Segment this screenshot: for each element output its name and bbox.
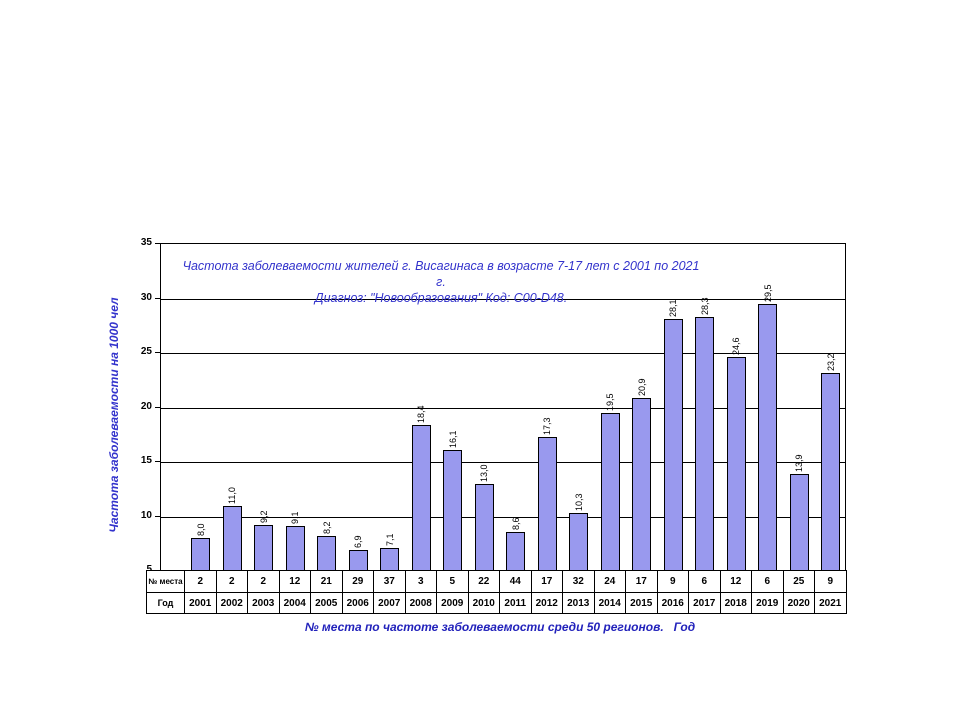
rank-cell-2012: 17 <box>531 571 563 592</box>
rank-cell-2015: 17 <box>625 571 657 592</box>
bar-2006 <box>349 550 368 571</box>
bar-value-label: 10,3 <box>573 493 584 512</box>
bar-value-label: 13,0 <box>479 464 490 482</box>
gridline <box>161 353 845 354</box>
rank-cell-2016: 9 <box>657 571 689 592</box>
year-cell-2007: 2007 <box>373 592 405 613</box>
rank-cell-2005: 21 <box>310 571 342 592</box>
bar-2011 <box>506 532 525 571</box>
bar-value-label: 7,1 <box>384 533 395 547</box>
bar-2014 <box>601 413 620 571</box>
rank-cell-2017: 6 <box>688 571 720 592</box>
y-tick-mark <box>155 243 160 244</box>
year-cell-2011: 2011 <box>499 592 531 613</box>
rank-cell-2014: 24 <box>594 571 626 592</box>
bar-value-label: 17,3 <box>542 417 553 435</box>
year-cell-2001: 2001 <box>184 592 216 613</box>
bar-2021 <box>821 373 840 571</box>
y-tick-mark <box>155 352 160 353</box>
rank-cell-2013: 32 <box>562 571 594 592</box>
rank-cell-2019: 6 <box>751 571 783 592</box>
rank-cell-2001: 2 <box>184 571 216 592</box>
rank-cell-2006: 29 <box>342 571 374 592</box>
year-cell-2004: 2004 <box>279 592 311 613</box>
bar-value-label: 9,1 <box>290 511 301 525</box>
bar-value-label: 8,0 <box>195 523 206 537</box>
bar-2012 <box>538 437 557 571</box>
y-tick-label: 30 <box>140 291 152 303</box>
y-tick-label: 10 <box>140 509 152 521</box>
chart-title <box>180 258 702 306</box>
rank-cell-2018: 12 <box>720 571 752 592</box>
y-tick-mark <box>155 516 160 517</box>
bar-2005 <box>317 536 336 571</box>
bar-value-label: 9,2 <box>258 510 269 524</box>
year-cell-2009: 2009 <box>436 592 468 613</box>
year-cell-2008: 2008 <box>405 592 437 613</box>
rank-cell-2003: 2 <box>247 571 279 592</box>
rank-row-header: № места <box>148 577 183 586</box>
rank-cell-2011: 44 <box>499 571 531 592</box>
year-cell-2021: 2021 <box>814 592 846 613</box>
bar-2001 <box>191 538 210 571</box>
year-cell-2003: 2003 <box>247 592 279 613</box>
year-cell-2017: 2017 <box>688 592 720 613</box>
bar-2010 <box>475 484 494 571</box>
bar-value-label: 18,4 <box>416 405 427 423</box>
bar-value-label: 8,2 <box>321 521 332 535</box>
bar-2019 <box>758 304 777 571</box>
year-cell-2013: 2013 <box>562 592 594 613</box>
y-tick-mark <box>155 298 160 299</box>
bar-2016 <box>664 319 683 571</box>
chart-title-line2: Диагноз: "Новообразования" Код: C00-D48. <box>314 291 568 305</box>
year-cell-2020: 2020 <box>783 592 815 613</box>
year-cell-2015: 2015 <box>625 592 657 613</box>
bar-2004 <box>286 526 305 571</box>
bar-value-label: 20,9 <box>636 378 647 396</box>
year-cell-2006: 2006 <box>342 592 374 613</box>
bar-value-label: 28,3 <box>699 297 710 316</box>
rank-cell-2009: 5 <box>436 571 468 592</box>
bar-2013 <box>569 513 588 571</box>
rank-cell-2002: 2 <box>216 571 248 592</box>
bar-2007 <box>380 548 399 571</box>
bar-value-label: 23,2 <box>825 353 836 371</box>
rank-cell-2004: 12 <box>279 571 311 592</box>
bar-value-label: 6,9 <box>353 535 364 549</box>
bar-2020 <box>790 474 809 571</box>
rank-cell-2010: 22 <box>468 571 500 592</box>
bar-2018 <box>727 357 746 571</box>
year-cell-2016: 2016 <box>657 592 689 613</box>
bar-2002 <box>223 506 242 571</box>
bar-2003 <box>254 525 273 571</box>
bar-value-label: 29,5 <box>762 284 773 302</box>
year-cell-2012: 2012 <box>531 592 563 613</box>
y-tick-label: 15 <box>140 455 152 466</box>
bar-value-label: 8,6 <box>510 517 521 530</box>
bar-2017 <box>695 317 714 571</box>
bar-value-label: 24,6 <box>731 337 742 356</box>
y-tick-label: 20 <box>140 400 152 412</box>
year-cell-2014: 2014 <box>594 592 626 613</box>
year-cell-2018: 2018 <box>720 592 752 613</box>
bar-value-label: 19,5 <box>605 393 616 411</box>
year-cell-2005: 2005 <box>310 592 342 613</box>
x-axis-title: № места по частоте заболеваемости среди 50 регионов. Год <box>304 620 696 634</box>
bar-2009 <box>443 450 462 571</box>
year-cell-2002: 2002 <box>216 592 248 613</box>
rank-cell-2020: 25 <box>783 571 815 592</box>
data-table <box>146 570 847 614</box>
y-tick-mark <box>155 407 160 408</box>
rank-cell-2008: 3 <box>405 571 437 592</box>
rank-cell-2021: 9 <box>814 571 846 592</box>
y-tick-label: 35 <box>140 237 152 248</box>
y-tick-mark <box>155 461 160 462</box>
year-row-header: Год <box>147 592 184 613</box>
year-cell-2010: 2010 <box>468 592 500 613</box>
bar-value-label: 28,1 <box>668 299 679 318</box>
y-tick-label: 25 <box>140 346 152 357</box>
year-cell-2019: 2019 <box>751 592 783 613</box>
bar-value-label: 16,1 <box>447 430 458 448</box>
bar-2015 <box>632 398 651 571</box>
bar-value-label: 11,0 <box>227 486 238 504</box>
bar-2008 <box>412 425 431 571</box>
rank-cell-2007: 37 <box>373 571 405 592</box>
y-axis-title: Частота заболеваемости на 1000 чел <box>107 297 121 533</box>
bar-value-label: 13,9 <box>794 454 805 472</box>
chart-title-line1: Частота заболеваемости жителей г. Висагинаса в возрасте 7-17 лет с 2001 по 2021 г. <box>182 259 700 289</box>
